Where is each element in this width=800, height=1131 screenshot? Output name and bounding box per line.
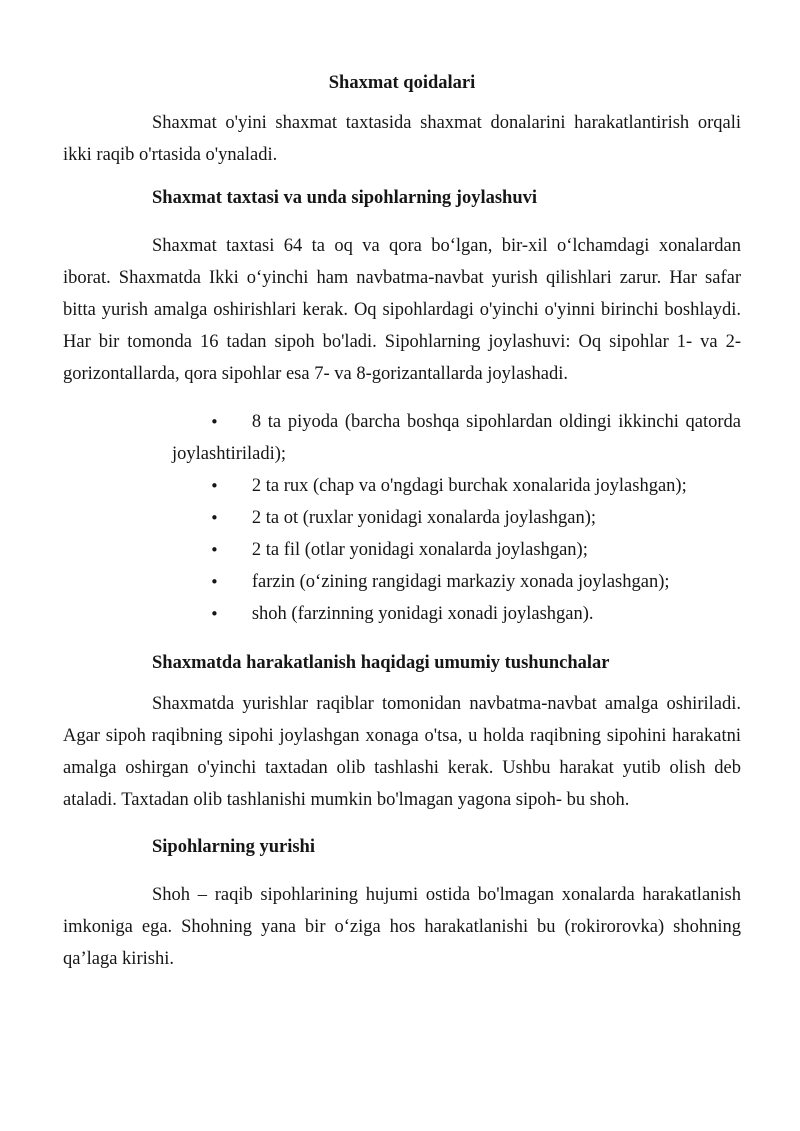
bullet-item-text: 2 ta fil (otlar yonidagi xonalarda joylashgan);	[251, 540, 588, 560]
bullet-item-text: shoh (farzinning yonidagi xonadi joylashgan).	[251, 604, 594, 624]
bullet-item-king	[172, 598, 741, 630]
board-layout-paragraph: Shaxmat taxtasi 64 ta oq va qora bo‘lgan, bir-xil o‘lchamdagi xonalardan iborat. Shaxmatda Ikki o‘yinchi ham navbatma-navbat yurish qilishlari zarur. Har safar bitta yurish amalga oshirishlari kerak. Oq sipohlardagi o'yinchi o'yinni birinchi boshlaydi. Har bir tomonda 16 tadan sipoh bo'ladi. Sipohlarning joylashuvi: Oq sipohlar 1- va 2-gorizontallarda, qora sipohlar esa 7- va 8-gorizantallarda joylashadi.	[63, 236, 741, 384]
bullet-item-knight	[172, 502, 741, 534]
bullet-item-text: 2 ta rux (chap va o'ngdagi burchak xonalarida joylashgan);	[251, 476, 687, 496]
bullet-item-text: farzin (o‘zining rangidagi markaziy xonada joylashgan);	[251, 572, 670, 592]
heading-board-layout: Shaxmat taxtasi va unda sipohlarning joylashuvi	[152, 188, 538, 208]
bullet-item-rook	[172, 470, 741, 502]
bullet-icon: •	[210, 509, 219, 527]
movement-concepts-paragraph: Shaxmatda yurishlar raqiblar tomonidan navbatma-navbat amalga oshiriladi. Agar sipoh raqibning sipohi joylashgan xonaga o'tsa, u holda raqibning sipohini harakatni amalga oshirgan o'yinchi taxtadan olib tashlashi kerak. Ushbu harakat yutib olish deb ataladi. Taxtadan olib tashlanishi mumkin bo'lmagan yagona sipoh- bu shoh.	[63, 694, 741, 810]
bullet-item-text: 8 ta piyoda (barcha boshqa sipohlardan oldingi ikkinchi qatorda joylashtiriladi);	[172, 412, 741, 464]
pieces-bullet-list	[63, 406, 741, 630]
bullet-item-bishop	[172, 534, 741, 566]
bullet-icon: •	[210, 541, 219, 559]
bullet-item-text: 2 ta ot (ruxlar yonidagi xonalarda joylashgan);	[251, 508, 597, 528]
bullet-item-pawn	[172, 406, 741, 470]
heading-movement-concepts: Shaxmatda harakatlanish haqidagi umumiy tushunchalar	[152, 653, 610, 673]
piece-movement-paragraph: Shoh – raqib sipohlarining hujumi ostida bo'lmagan xonalarda harakatlanish imkoniga ega. Shohning yana bir o‘ziga hos harakatlanishi bu (rokirorovka) shohning qa’laga kirishi.	[63, 885, 741, 969]
document-title: Shaxmat qoidalari	[328, 73, 476, 93]
bullet-icon: •	[210, 605, 219, 623]
bullet-icon: •	[210, 477, 219, 495]
heading-piece-movement: Sipohlarning yurishi	[152, 837, 315, 857]
bullet-item-queen	[172, 566, 741, 598]
intro-paragraph: Shaxmat o'yini shaxmat taxtasida shaxmat donalarini harakatlantirish orqali ikki raqib o'rtasida o'ynaladi.	[63, 113, 741, 165]
bullet-icon: •	[210, 413, 219, 431]
bullet-icon: •	[210, 573, 219, 591]
